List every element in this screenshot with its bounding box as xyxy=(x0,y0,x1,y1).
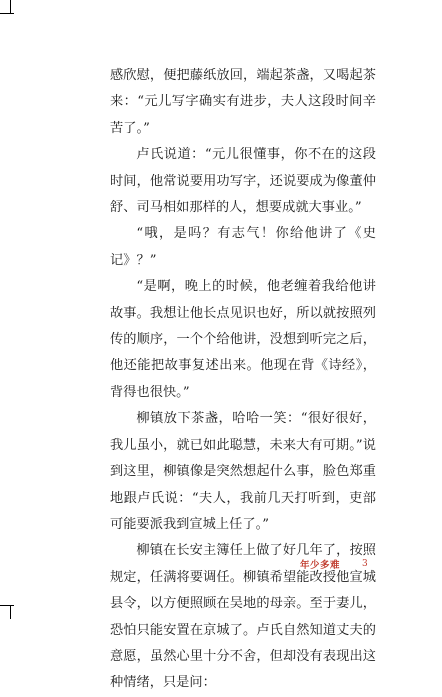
crop-mark-bottom-left-horizontal xyxy=(0,605,14,606)
page-number: 3 xyxy=(362,559,368,569)
paragraph-2: 卢氏说道：“元儿很懂事，你不在的这段时间，他常说要用功写字，还说要成为像董仲舒、司马相如那样的人，想要成就大事业。” xyxy=(110,147,376,216)
page-body-text xyxy=(110,63,376,697)
crop-mark-bottom-left-vertical xyxy=(10,605,11,619)
crop-mark-top-left-horizontal xyxy=(0,13,14,14)
paragraph-5: 柳镇放下茶盏，哈哈一笑：“很好很好，我儿虽小，就已如此聪慧，未来大有可期。”说到这里，柳镇像是突然想起什么事，脸色郑重地跟卢氏说：“夫人，我前几天打听到，吏部可能要派我到宣城上任了。” xyxy=(110,411,376,532)
crop-mark-top-left-vertical xyxy=(10,0,11,14)
series-title: 年少多难 xyxy=(300,560,341,571)
paragraph-1: 感欣慰，便把藤纸放回，端起茶盏，又喝起茶来：“元儿写字确实有进步，夫人这段时间辛苦了。” xyxy=(110,68,376,136)
page-footer xyxy=(300,556,368,572)
paragraph-3: “哦，是吗？有志气！你给他讲了《史记》？” xyxy=(110,226,376,268)
paragraph-4: “是啊，晚上的时候，他老缠着我给他讲故事。我想让他长点见识也好，所以就按照列传的顺序，一个个给他讲，没想到听完之后，他还能把故事复述出来。他现在背《诗经》，背得也很快。” xyxy=(110,279,376,400)
paragraph-6: 柳镇在长安主簿任上做了好几年了，按照规定，任满将要调任。柳镇希望能改授他宣城县令，以方便照顾在吴地的母亲。至于妻儿，恐怕只能安置在京城了。卢氏自然知道丈夫的意愿，虽然心里十分不舍，但却没有表现出这种情绪，只是问： xyxy=(110,543,376,691)
